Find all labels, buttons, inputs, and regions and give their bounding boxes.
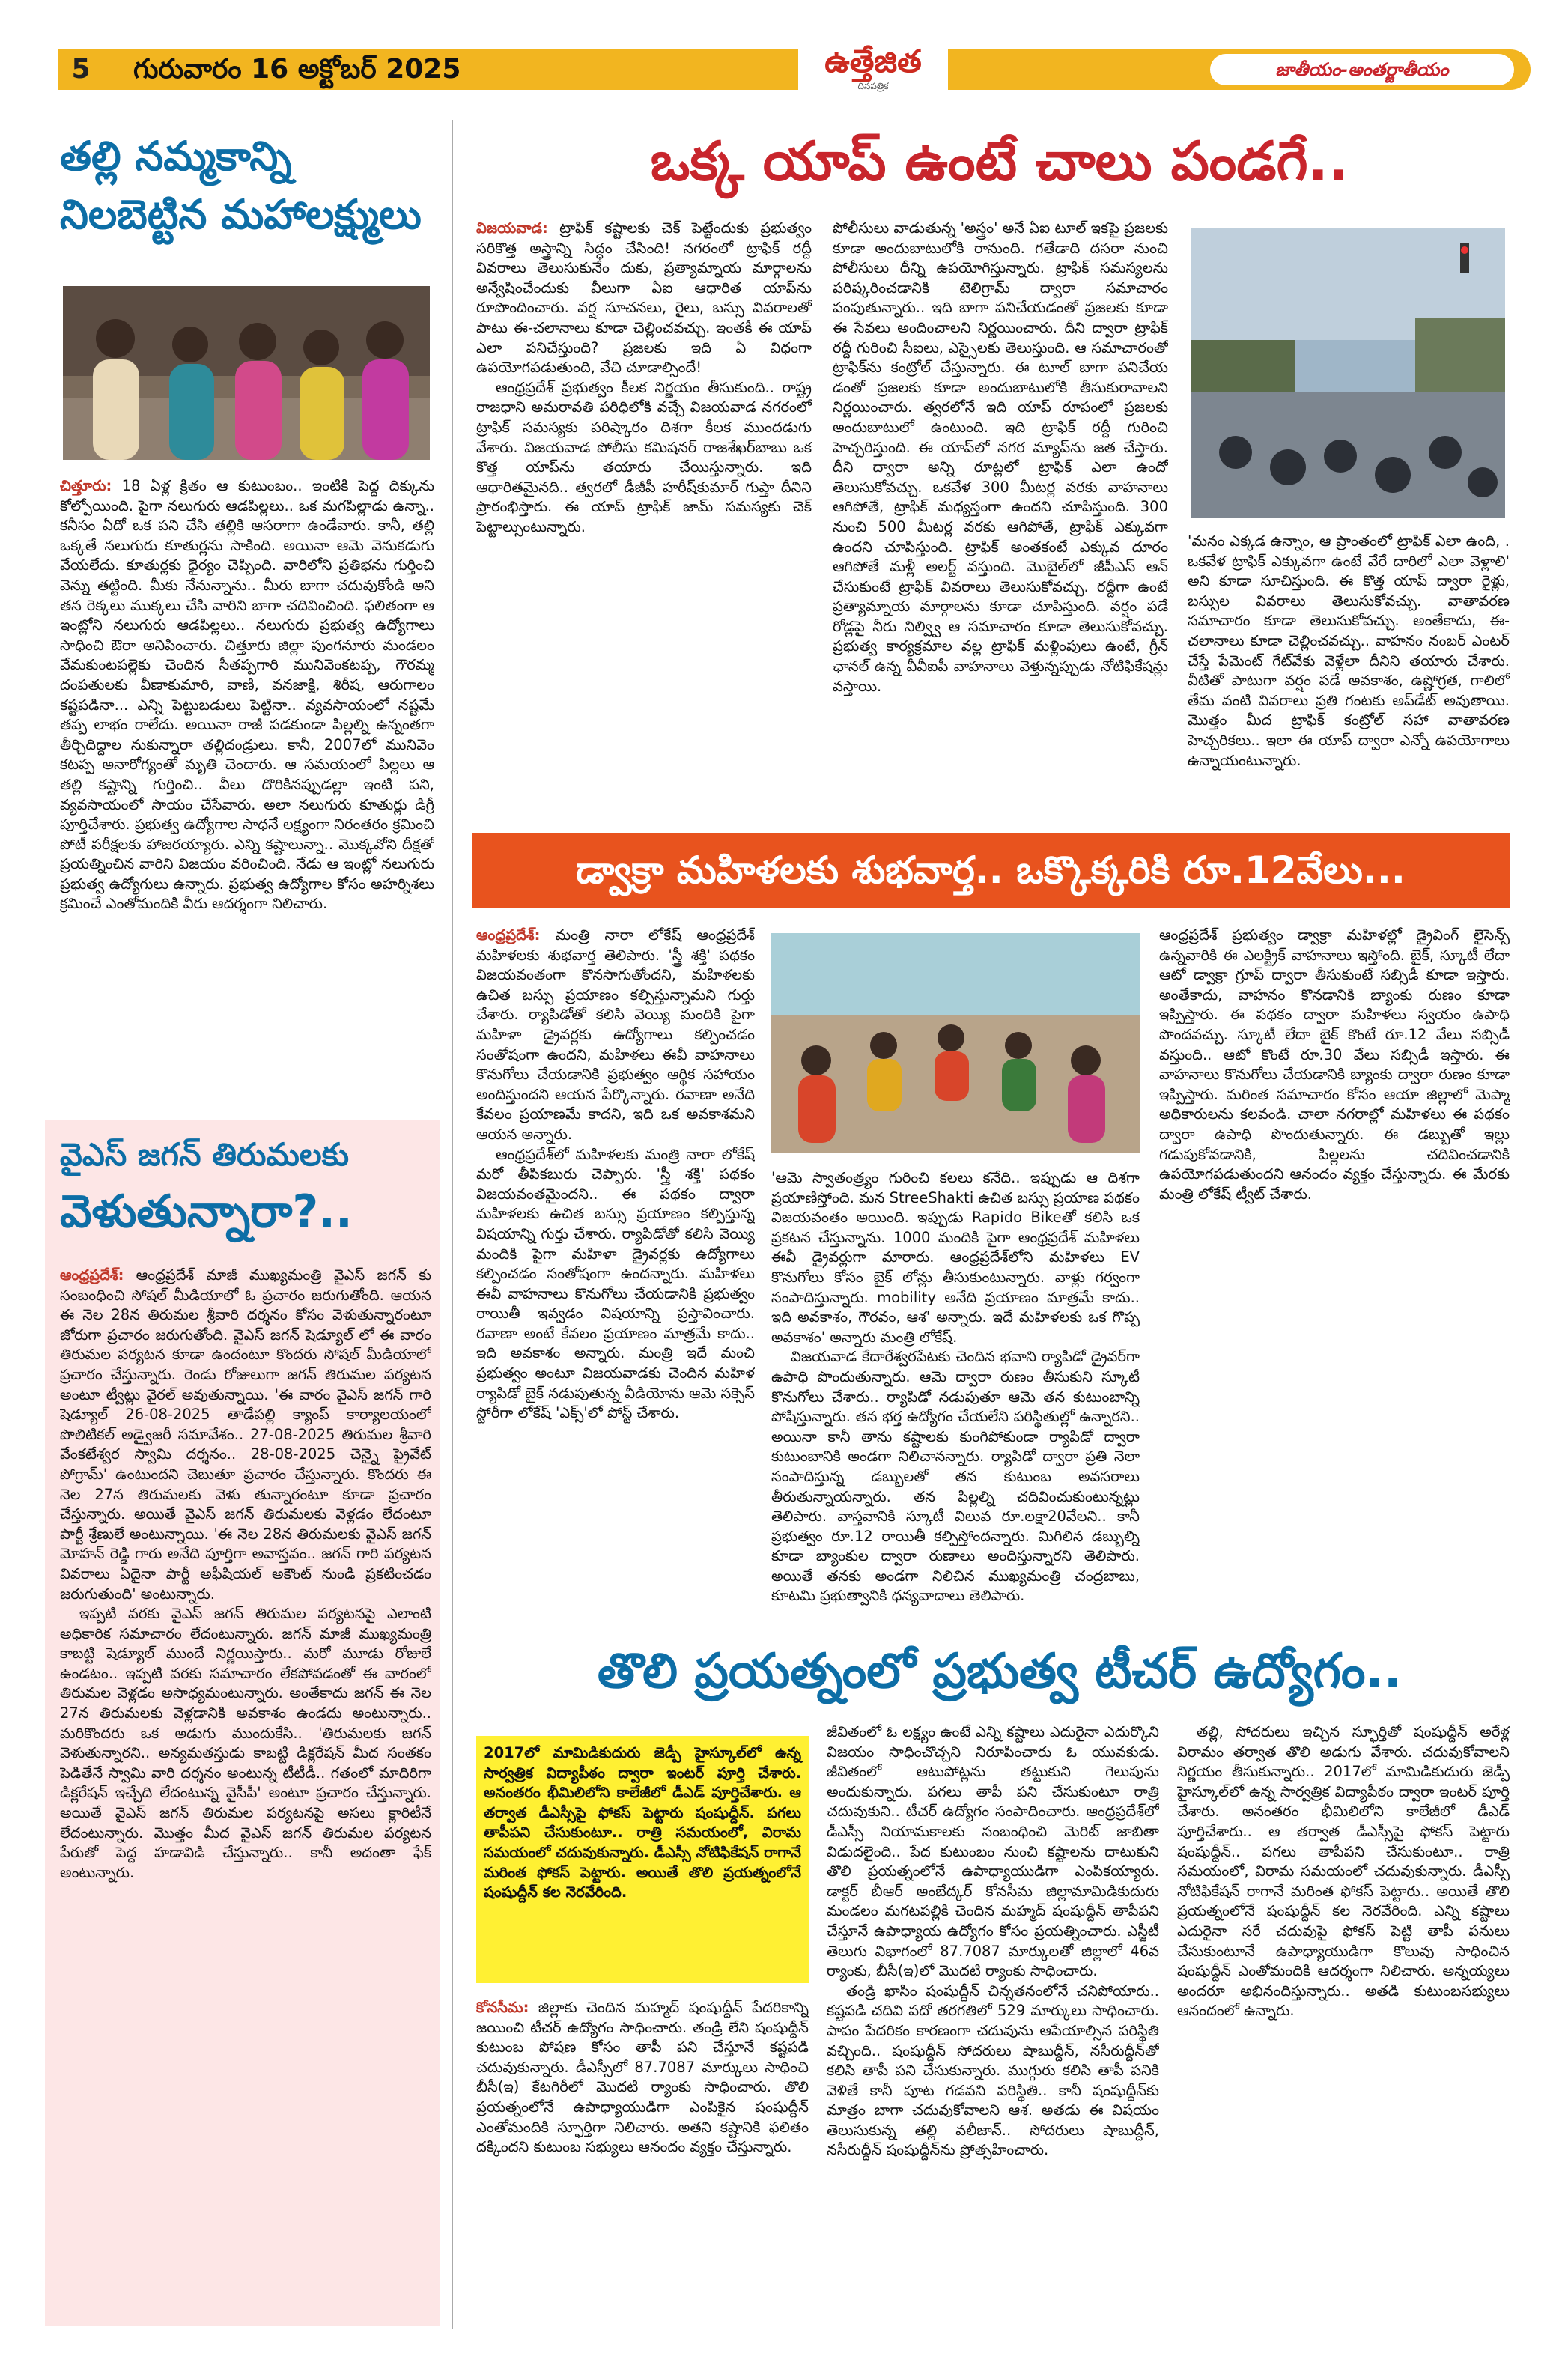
story2-paragraph: ఇప్పటి వరకు వైఎస్ జగన్ తిరుమల పర్యటనపై ఎలాంటి అధికారిక సమాచారం లేదంటున్నారు. జగన్ మాజీ ముఖ్యమంత్రి కాబట్టి షెడ్యూల్ ముందే నిర్ణయిస్తారు.. మరో మూడు రోజులే ఉండటం.. ఇప్పటి వరకు సమాచారం లేకపోవడంతో ఈ వారంలో తిరుమల వెళ్లడం అసాధ్యమంటున్నారు. అంతేకాదు జగన్ ఈ నెల 27న తిరుమలకు వెళ్లడానికి అవకాశం ఉండదు అంటున్నారు.. మరికొందరు ఒక అడుగు ముందుకేసి.. 'తిరుమలకు జగన్ వెళుతున్నారని.. అన్యమతస్తుడు కాబట్టి డిక్లరేషన్ మీద సంతకం పెడితేనే స్వామి వారి దర్శనం అంటున్న టీటీడీ.. గతంలో మాదిరిగా డిక్లరేషన్ ఇచ్చేది లేదంటున్న వైసీపీ' అంటూ ప్రచారం చేస్తున్నారు. అయితే వైఎస్ జగన్ తిరుమల పర్యటనపై అసలు క్లారిటీనే లేదంటున్నారు. మొత్తం మీద వైఎస్ జగన్ తిరుమల పర్యటన పేరుతో పెద్ద హడావిడి చేస్తున్నారు.. కానీ అదంతా ఫేక్ అంటున్నారు. xyxy=(60,1605,431,1881)
story5-paragraph: తండ్రి ఖాసిం షంషుద్దీన్ చిన్నతనంలోనే చనిపోయారు.. కష్టపడి చదివి పదో తరగతిలో 529 మార్కులు సాధించారు. పాపం పేదరికం కారణంగా చదువును ఆపేయాల్సిన పరిస్థితి వచ్చింది.. షంషుద్దీన్ సోదరులు షాబుద్దీన్, నసీరుద్దీన్‌తో కలిసి తాపీ పని చేసుకున్నారు. ముగ్గురు కలిసి తాపీ పనికి వెళితే కానీ పూట గడవని పరిస్థితి.. కానీ షంషుద్దీన్‌కు మాత్రం బాగా చదువుకోవాలని ఆశ. అతడు ఈ విషయం తెలుసుకున్న తల్లి వలీజాన్.. సోదరులు షాబుద్దీన్, నసీరుద్దీన్ షంషుద్దీన్‌ను ప్రోత్సహించారు. xyxy=(827,1982,1159,2159)
story5-highlight: 2017లో మామిడికుదురు జెడ్పీ హైస్కూల్‌లో ఉన్న సార్వత్రిక విద్యాపీఠం ద్వారా ఇంటర్ పూర్తి చేశారు. అనంతరం భీమిలిలోని కాలేజీలో డీఎడ్ పూర్తిచేశారు. ఆ తర్వాత డీఎస్సీపై ఫోకస్ పెట్టారు షంషుద్దీన్. పగలు తాపీపని చేసుకుంటూ.. రాత్రి సమయంలో, విరామ సమయంలో చదువుకున్నారు. డీఎస్సీ నోటిఫికేషన్ రాగానే మరింత ఫోకస్ పెట్టారు. అయితే తొలి ప్రయత్నంలోనే షంషుద్దీన్ కల నెరవేరింది. xyxy=(476,1736,809,1983)
page-number: 5 xyxy=(58,49,103,90)
story2-title-line2: వెళుతున్నారా?.. xyxy=(60,1185,353,1238)
story3-paragraph: పోలీసులు వాడుతున్న 'అస్త్రం' అనే ఏఐ టూల్ ఇకపై ప్రజలకు కూడా అందుబాటులోకి రానుంది. గతేడాది దసరా నుంచి పోలీసులు దీన్ని ఉపయోగిస్తున్నారు. ట్రాఫిక్ సమస్యలను పరిష్కరించడానికి టెలిగ్రామ్ ద్వారా సమాచారం పంపుతున్నారు.. ఇది బాగా పనిచేయడంతో ప్రజలకు కూడా ఈ సేవలు అందించాలని నిర్ణయించారు. దీని ద్వారా ట్రాఫిక్ రద్దీ గురించి సీఐలు, ఎస్సైలకు తెలుస్తుంది. ఆ సమాచారంతో ట్రాఫిక్‌ను కంట్రోల్ చేస్తున్నారు. ఈ టూల్ బాగా పనిచేయ డంతో ప్రజలకు కూడా అందుబాటులోకి తీసుకురావాలని నిర్ణయించారు. త్వరలోనే ఇది యాప్ రూపంలో ప్రజలకు అందుబాటులో ఉంటుంది. ఇది ట్రాఫిక్ రద్దీ గురించి హెచ్చరిస్తుంది. ఈ యాప్‌లో నగర మ్యాప్‌ను జత చేస్తారు. దీని ద్వారా అన్ని రూట్లలో ట్రాఫిక్ ఎలా ఉందో తెలుసుకోవచ్చు. ఒకవేళ 300 మీటర్ల వరకు వాహనాలు ఆగిపోతే, ట్రాఫిక్ మధ్యస్తంగా ఉందని చూపిస్తుంది. 300 నుంచి 500 మీటర్ల వరకు ఆగిపోతే, ట్రాఫిక్ ఎక్కువగా ఉందని చూపిస్తుంది. ట్రాఫిక్ అంతకంటే ఎక్కువ దూరం ఆగిపోతే మళ్లీ అలర్ట్ వస్తుంది. మొబైల్‌లో జీపీఎస్ ఆన్ చేసుకుంటే ట్రాఫిక్ వివరాలు తెలుసుకోవచ్చు. రద్దీగా ఉంటే ప్రత్యామ్నాయ మార్గాలను కూడా చూపిస్తుంది. వర్షం పడే రోడ్లపై నీరు నిల్వ్వి ఆ సమాచారం కూడా తెలుసుకోవచ్చు. ప్రభుత్వ కార్యక్రమాల వల్ల ట్రాఫిక్ మళ్లింపులు ఉంటే, గ్రీన్ ఛానల్ ఉన్న వీవీఐపీ వాహనాలు వెళ్తున్నప్పుడు నోటిఫికేషన్లు వస్తాయి. xyxy=(833,219,1168,695)
story2-title-line1: వైఎస్ జగన్ తిరుమలకు xyxy=(60,1136,350,1173)
story3-body-col1 xyxy=(476,219,812,818)
story3-dateline: విజయవాడ: xyxy=(476,219,548,237)
story3-body-col2 xyxy=(833,219,1168,818)
story5-paragraph: జిల్లాకు చెందిన మహ్మద్ షంషుద్దీన్ పేదరికాన్ని జయించి టీచర్ ఉద్యోగం సాధించారు. తండ్రి లేని షంషుద్దీన్ కుటుంబ పోషణ కోసం తాపీ పని చేస్తూనే కష్టపడి చదువుకున్నారు. డీఎస్సీలో 87.7087 మార్కులు సాధించి బీసీ(ఇ) కేటగిరీలో మొదటి ర్యాంకు సాధించారు. తొలి ప్రయత్నంలోనే ఉపాధ్యాయుడిగా ఎంపికైన షంషుద్దీన్ ఎంతోమందికి స్ఫూర్తిగా నిలిచారు. అతని కష్టానికి ఫలితం దక్కిందని కుటుంబ సభ్యులు ఆనందం వ్యక్తం చేస్తున్నారు. xyxy=(476,1999,809,2156)
story3-paragraph: ట్రాఫిక్ కష్టాలకు చెక్ పెట్టేందుకు ప్రభుత్వం సరికొత్త అస్త్రాన్ని సిద్ధం చేసింది! నగరంలో ట్రాఫిక్ రద్దీ వివరాలు తెలుసుకునేం దుకు, ప్రత్యామ్నాయ మార్గాలను అన్వేషించేందుకు వీలుగా ఏఐ ఆధారిత యాప్‌ను రూపొందించారు. వర్ష సూచనలు, రైలు, బస్సు వివరాలతో పాటు ఈ-చలానాలు కూడా చెల్లించవచ్చు. ఇంతకీ ఈ యాప్ ఎలా పనిచేస్తుంది? ప్రజలకు ఇది ఏ విధంగా ఉపయోగపడుతుంది, వేచి చూడాల్సిందే! xyxy=(476,219,812,377)
story3-headline: ఒక్క యాప్ ఉంటే చాలు పండగే.. xyxy=(650,130,1349,192)
section-label: జాతీయం-అంతర్జాతీయం xyxy=(1210,54,1514,85)
column-divider xyxy=(452,120,453,2329)
story1-photo xyxy=(63,286,430,460)
story1-dateline: చిత్తూరు: xyxy=(60,477,112,494)
story4-photo xyxy=(771,933,1140,1153)
story4-body-col3 xyxy=(1159,926,1510,1625)
story4-paragraph: ఆంధ్రప్రదేశ్ ప్రభుత్వం డ్వాక్రా మహిళల్లో డ్రైవింగ్ లైసెన్స్ ఉన్నవారికి ఈ ఎలక్ట్రిక్ వాహనాలు ఇస్తోంది. బైక్, స్కూటీ లేదా ఆటో డ్వాక్రా గ్రూప్ ద్వారా తీసుకుంటే సబ్సిడీ కూడా ఇస్తారు. అంతేకాదు, వాహనం కొనడానికి బ్యాంకు రుణం కూడా ఇప్పిస్తారు. ఈ పథకం ద్వారా మహిళలు స్వయం ఉపాధి పొందవచ్చు. స్కూటీ లేదా బైక్ కొంటే రూ.12 వేలు సబ్సిడీ వస్తుంది.. ఆటో కొంటే రూ.30 వేలు సబ్సిడీ ఇస్తారు. ఈ వాహనాలు కొనుగోలు చేయడానికి బ్యాంకు ద్వారా రుణం కూడా ఇప్పిస్తారు. మరింత సమాచారం కోసం ఆయా జిల్లాలో మెప్మా అధికారులను కలవండి. చాలా నగరాల్లో మహిళలు ఈ పథకం ద్వారా ఉపాధి పొందుతున్నారు. ఈ డబ్బుతో ఇల్లు గడుపుకోవడానికి, పిల్లలను చదివించడానికి ఉపయోగపడుతుందని ఆనందం వ్యక్తం చేస్తున్నారు. ఈ మేరకు మంత్రి లోకేష్ ట్వీట్ చేశారు. xyxy=(1159,926,1510,1203)
logo-subtitle: దినపత్రిక xyxy=(857,81,889,91)
story2-dateline: ఆంధ్రప్రదేశ్: xyxy=(60,1266,124,1284)
story4-banner: డ్వాక్రా మహిళలకు శుభవార్త.. ఒక్కొక్కరికి రూ.12వేలు... xyxy=(472,833,1510,908)
story2-paragraph: ఆంధ్రప్రదేశ్ మాజీ ముఖ్యమంత్రి వైఎస్ జగన్ కు సంబంధించి సోషల్ మీడియాలో ఓ ప్రచారం జరుగుతోంది. ఆయన ఈ నెల 28న తిరుమల శ్రీవారి దర్శనం కోసం వెళుతున్నారంటూ జోరుగా ప్రచారం జరుగుతోంది. వైఎస్ జగన్ షెడ్యూల్ లో ఈ వారం తిరుమల పర్యటన కూడా ఉందంటూ కొందరు సోషల్ మీడియాలో ప్రచారం చేస్తున్నారు. రెండు రోజులుగా జగన్ తిరుమల పర్యటన అంటూ ట్వీట్లు వైరల్ అవుతున్నాయి. 'ఈ వారం వైఎస్ జగన్ గారి షెడ్యూల్ 26-08-2025 తాడేపల్లి క్యాంప్ కార్యాలయంలో పొలిటికల్ అడ్వైజరీ సమావేశం.. 27-08-2025 తిరుమల శ్రీవారి వేంకటేశ్వర స్వామి దర్శనం.. 28-08-2025 చెన్నై ప్రైవేట్ పోగ్రామ్' ఉంటుందని చెబుతూ ప్రచారం చేస్తున్నారు. కొందరు ఈ నెల 27న తిరుమలకు వెళు తున్నారంటూ కూడా ప్రచారం చేస్తున్నారు. అయితే వైఎస్ జగన్ తిరుమలకు వెళ్లడం లేదంటూ పార్టీ శ్రేణులే అంటున్నాయి. 'ఈ నెల 28న తిరుమలకు వైఎస్ జగన్ మోహన్ రెడ్డి గారు అనేది పూర్తిగా అవాస్తవం.. జగన్ గారి పర్యటన వివరాలు ఏదైనా పార్టీ అఫీషియల్ అకౌంట్ నుండి ప్రకటించడం జరుగుతుంది' అంటున్నారు. xyxy=(60,1266,431,1603)
story4-paragraph: విజయవాడ కేదారేశ్వరపేటకు చెందిన భవాని ర్యాపిడో డ్రైవర్‌గా ఉపాధి పొందుతున్నారు. ఆమె ద్వారా రుణం తీసుకుని స్కూటీ కొనుగోలు చేశారు.. ర్యాపిడో నడుపుతూ ఆమె తన కుటుంబాన్ని పోషిస్తున్నారు. తన భర్త ఉద్యోగం చేయలేని పరిస్థితుల్లో ఉన్నారని.. అయినా కానీ తాను కష్టాలకు కుంగిపోకుండా ర్యాపిడో ద్వారా కుటుంబానికి అండగా నిలిచానన్నారు. ర్యాపిడో ద్వారా ప్రతి నెలా సంపాదిస్తున్న డబ్బులతో తన కుటుంబ అవసరాలు తీరుతున్నాయన్నారు. తన పిల్లల్ని చదివించుకుంటున్నట్లు తెలిపారు. వాస్తవానికి స్కూటీ విలువ రూ.లక్షా20వేలని.. కానీ ప్రభుత్వం రూ.12 రాయితీ కల్పిస్తోందన్నారు. మిగిలిన డబ్బుల్ని కూడా బ్యాంకుల ద్వారా రుణాలు అందిస్తున్నారని తెలిపారు. అయితే తనకు అండగా నిలిచిన ముఖ్యమంత్రి చంద్రబాబు, కూటమి ప్రభుత్వానికి ధన్యవాదాలు తెలిపారు. xyxy=(771,1348,1140,1605)
story3-paragraph: ఆంధ్రప్రదేశ్ ప్రభుత్వం కీలక నిర్ణయం తీసుకుంది.. రాష్ట్ర రాజధాని అమరావతి పరిధిలోకి వచ్చే విజయవాడ నగరంలో ట్రాఫిక్ సమస్యకు పరిష్కారం దిశగా కీలక ముందడుగు వేశారు. విజయవాడ పోలీసు కమిషనర్ రాజశేఖర్‌బాబు ఒక కొత్త యాప్‌ను తయారు చేయిస్తున్నారు. ఇది ఆధారితమైనది.. త్వరలో డీజీపీ హరీష్‌కుమార్ గుప్తా దీనిని ప్రారంభిస్తారు. ఈ యాప్ ట్రాఫిక్ జామ్ సమస్యకు చెక్ పెట్టాల్సుంటున్నారు. xyxy=(476,378,812,535)
story5-dateline: కోనసీమ: xyxy=(476,1999,529,2016)
story5-headline: తొలి ప్రయత్నంలో ప్రభుత్వ టీచర్ ఉద్యోగం.. xyxy=(597,1644,1403,1699)
story5-body-col3 xyxy=(1177,1722,1510,2328)
story4-dateline: ఆంధ్రప్రదేశ్: xyxy=(476,926,541,944)
story1-body xyxy=(60,476,434,1105)
story4-paragraph: 'ఆమె స్వాతంత్ర్యం గురించి కలలు కనేది.. ఇప్పుడు ఆ దిశగా ప్రయాణిస్తోంది. మన StreeShakti ఉచిత బస్సు ప్రయాణ పథకం విజయవంతం అయింది. ఇప్పుడు Rapido Bikeతో కలిసి ఒక ప్రకటన చేస్తున్నాను. 1000 మందికి పైగా ఆంధ్రప్రదేశ్ మహిళలు ఈవీ డ్రైవర్లుగా మారారు. ఆంధ్రప్రదేశ్‌లోని మహిళలు EV కొనుగోలు కోసం బైక్ లోన్లు తీసుకుంటున్నారు. వాళ్లు గర్వంగా సంపాదిస్తున్నారు. mobility అనేది ప్రయాణం మాత్రమే కాదు.. ఇది అవకాశం, గౌరవం, ఆశ' అన్నారు. ఇదే మహిళలకు ఒక గొప్ప అవకాశం' అన్నారు మంత్రి లోకేష్. xyxy=(771,1169,1140,1346)
story3-body-col3 xyxy=(1188,532,1510,818)
issue-date: గురువారం 16 అక్టోబర్ 2025 xyxy=(133,54,461,85)
story5-body-col2 xyxy=(827,1722,1159,2328)
story3-photo xyxy=(1191,228,1505,518)
masthead-logo xyxy=(798,42,948,102)
story4-body-col1 xyxy=(476,926,755,1625)
story4-paragraph: ఆంధ్రప్రదేశ్‌లో మహిళలకు మంత్రి నారా లోకేష్ మరో తీపికబురు చెప్పారు. 'స్త్రీ శక్తి' పథకం విజయవంతమైందని.. ఈ పథకం ద్వారా మహిళలకు ఉచిత బస్సు ప్రయాణం కల్పిస్తున్న విషయాన్ని గుర్తు చేశారు. ర్యాపిడోతో కలిసి వెయ్యి మందికి పైగా మహిళా డ్రైవర్లకు ఉద్యోగాలు కల్పించడం సంతోషంగా ఉందన్నారు. మహిళలు ఈవీ వాహనాలు కొనుగోలు చేయడానికి ప్రభుత్వం రాయితీ ఇవ్వడం విషయాన్ని ప్రస్తావించారు. రవాణా అంటే కేవలం ప్రయాణం మాత్రమే కాదు.. ఇది అవకాశం అన్నారు. మంత్రి ఇదే మంచి ప్రభుత్వం అంటూ విజయవాడకు చెందిన మహిళ ర్యాపిడో బైక్ నడుపుతున్న వీడియోను ఆమె సక్సెస్ స్టోరీగా లోకేష్ 'ఎక్స్'లో పోస్ట్ చేశారు. xyxy=(476,1145,755,1422)
story5-body-col1 xyxy=(476,1998,809,2328)
story3-paragraph: 'మనం ఎక్కడ ఉన్నాం, ఆ ప్రాంతంలో ట్రాఫిక్ ఎలా ఉంది, . ఒకవేళ ట్రాఫిక్ ఎక్కువగా ఉంటే వేరే దారిలో ఎలా వెళ్లాలి' అని కూడా సూచిస్తుంది. ఈ కొత్త యాప్ ద్వారా రైళ్లు, బస్సుల వివరాలు తెలుసుకోవచ్చు. వాతావరణ సమాచారం కూడా తెలుసుకోవచ్చు. అంతేకాదు, ఈ-చలానాలు కూడా చెల్లించవచ్చు.. వాహనం నంబర్ ఎంటర్ చేస్తే పేమెంట్ గేట్‌వేకు వెళ్లేలా దీనిని తయారు చేశారు. వీటితో పాటుగా వర్షం పడే అవకాశం, ఉష్ణోగ్రత, గాలిలో తేమ వంటి వివరాలు ప్రతి గంటకు అప్‌డేట్ అవుతాయి. మొత్తం మీద ట్రాఫిక్ కంట్రోల్ సహా వాతావరణ హెచ్చరికలు.. ఇలా ఈ యాప్ ద్వారా ఎన్నో ఉపయోగాలు ఉన్నాయంటున్నారు. xyxy=(1188,532,1510,769)
story4-paragraph: మంత్రి నారా లోకేష్ ఆంధ్రప్రదేశ్ మహిళలకు శుభవార్త తెలిపారు. 'స్త్రీ శక్తి' పథకం విజయవంతంగా కొనసాగుతోందని, మహిళలకు ఉచిత బస్సు ప్రయాణం కల్పిస్తున్నామని గుర్తు చేశారు. ర్యాపిడోతో కలిసి వెయ్యి మందికి పైగా మహిళా డ్రైవర్లకు ఉద్యోగాలు కల్పించడం సంతోషంగా ఉందని, మహిళలు ఈవీ వాహనాలు కొనుగోలు చేయడానికి ప్రభుత్వం ఆర్థిక సహాయం అందిస్తుందని ఆయన పేర్కొన్నారు. రవాణా అనేది కేవలం ప్రయాణమే కాదని, ఇది ఒక అవకాశమని ఆయన అన్నారు. xyxy=(476,926,755,1143)
story1-headline xyxy=(60,127,442,244)
story1-paragraph: 18 ఏళ్ల క్రితం ఆ కుటుంబం.. ఇంటికి పెద్ద దిక్కును కోల్పోయింది. పైగా నలుగురు ఆడపిల్లలు.. ఒక మగపిల్లాడు ఉన్నా.. కనీసం ఏదో ఒక పని చేసి తల్లికి ఆసరాగా ఉండేవారు. కానీ, తల్లి ఒక్కతే నలుగురు కూతుర్లను సాకింది. అయినా ఆమె వెనుకడుగు వేయలేదు. కూతుర్లకు ధైర్యం చెప్పింది. వారిలోని ప్రతిభను గుర్తించి వెన్ను తట్టింది. మీకు నేనున్నాను.. మీరు బాగా చదువుకోండి అని తన రెక్కలు ముక్కలు చేసి వారిని బాగా చదివించింది. ఫలితంగా ఆ ఇంట్లోని నలుగురు ఆడపిల్లలు.. నలుగురు ప్రభుత్వ ఉద్యోగాలు సాధించి ఔరా అనిపించారు. చిత్తూరు జిల్లా పుంగనూరు మండలం వేమకుంటపల్లెకు చెందిన సీతప్పగారి మునివెంకటప్ప, గౌరమ్మ దంపతులకు వీణాకుమారి, వాణి, వనజాక్షి, శిరీష, ఆరుగాలం కష్టపడినా... ఎన్ని పెట్టుబడులు పెట్టినా.. వ్యవసాయంలో నష్టమే తప్ప లాభం రాలేదు. అయినా రాజీ పడకుండా పిల్లల్ని ఉన్నంతగా తీర్చిదిద్దాల నుకున్నారా తల్లిదండ్రులు. కానీ, 2007లో మునివెం కటప్ప అనారోగ్యంతో మృతి చెందారు. ఆ సమయంలో పిల్లలు ఆ తల్లి కష్టాన్ని గుర్తించి.. వీలు దొరికినప్పుడల్లా ఇంటి పని, వ్యవసాయంలో సాయం చేసేవారు. అలా నలుగురు కూతుర్లు డిగ్రీ పూర్తిచేశారు. ప్రభుత్వ ఉద్యోగాల సాధనే లక్ష్యంగా నిరంతరం క్రమించి పోటీ పరీక్షలకు హాజరయ్యారు. ఎన్ని కష్టాలున్నా.. మొక్కవోని దీక్షతో ప్రయత్నించిన వారిని విజయం వరించింది. నేడు ఆ ఇంట్లో నలుగురు ప్రభుత్వ ఉద్యోగులు ఉన్నారు. ప్రభుత్వ ఉద్యోగాల కోసం అహర్నిశలు క్రమించే ఎంతోమందికి వీరు ఆదర్శంగా నిలిచారు. xyxy=(60,477,434,913)
story4-body-col2 xyxy=(771,1168,1140,1627)
story5-paragraph: తల్లి, సోదరులు ఇచ్చిన స్ఫూర్తితో షంషుద్దీన్ అరేళ్ల విరామం తర్వాత తొలి అడుగు వేశారు. చదువుకోవాలని నిర్ణయం తీసుకున్నారు.. 2017లో మామిడికుదురు జెడ్పీ హైస్కూల్‌లో ఉన్న సార్వత్రిక విద్యాపీఠం ద్వారా ఇంటర్ పూర్తి చేశారు. అనంతరం భీమిలిలోని కాలేజీలో డీఎడ్ పూర్తిచేశారు.. ఆ తర్వాత డీఎస్సీపై ఫోకస్ పెట్టారు షంషుద్దీన్.. పగలు తాపీపని చేసుకుంటూ.. రాత్రి సమయంలో, విరామ సమయంలో చదువుకున్నారు. డీఎస్సీ నోటిఫికేషన్ రాగానే మరింత ఫోకస్ పెట్టారు.. అయితే తొలి ప్రయత్నంలోనే షంషుద్దీన్ కల నెరవేరింది. ఎన్ని కష్టాలు ఎదురైనా సరే చదువుపై ఫోకస్ పెట్టి తాపీ పనులు చేసుకుంటూనే ఉపాధ్యాయుడిగా కొలువు సాధించిన షంషుద్దీన్ ఎంతోమందికి ఆదర్శంగా నిలిచారు. అన్నయ్యలు అందరూ అభినందిస్తున్నారు.. అతడి కుటుంబసభ్యులు ఆనందంలో ఉన్నారు. xyxy=(1177,1723,1510,2020)
story1-title-line2: నిలబెట్టిన మహాలక్ష్ములు xyxy=(60,191,422,238)
story2-headline xyxy=(60,1129,434,1243)
logo-text: ఉత్తేజిత xyxy=(824,43,922,79)
story1-title-line1: తల్లి నమ్మకాన్ని xyxy=(60,133,292,180)
story5-paragraph: జీవితంలో ఓ లక్ష్యం ఉంటే ఎన్ని కష్టాలు ఎదురైనా ఎదుర్కొని విజయం సాధించొచ్చని నిరూపించారు ఓ యువకుడు. జీవితంలో ఆటుపోట్లను తట్టుకుని గెలుపును అందుకున్నారు. పగలు తాపీ పని చేసుకుంటూ రాత్రి చదువుకుని.. టీచర్ ఉద్యోగం సంపాదించారు. ఆంధ్రప్రదేశ్‌లో డీఎస్సీ నియామకాలకు సంబంధించి మెరిట్ జాబితా విడుదలైంది.. పేద కుటుంబం నుంచి కష్టాలను దాటుకుని తొలి ప్రయత్నంలోనే ఉపాధ్యాయుడిగా ఎంపికయ్యారు. డాక్టర్ బీఆర్ అంబేద్కర్ కోనసీమ జిల్లామామిడికుదురు మండలం మగటపల్లికి చెందిన మహ్మద్ షంషుద్దీన్ తాపీపని చేస్తూనే ఉపాధ్యాయ ఉద్యోగం కోసం ప్రయత్నించారు. ఎస్జీటీ తెలుగు విభాగంలో 87.7087 మార్కులతో జిల్లాలో 46వ ర్యాంకు, బీసీ(ఇ)లో మొదటి ర్యాంకు సాధించారు. xyxy=(827,1723,1159,1980)
story2-body xyxy=(60,1266,431,2317)
